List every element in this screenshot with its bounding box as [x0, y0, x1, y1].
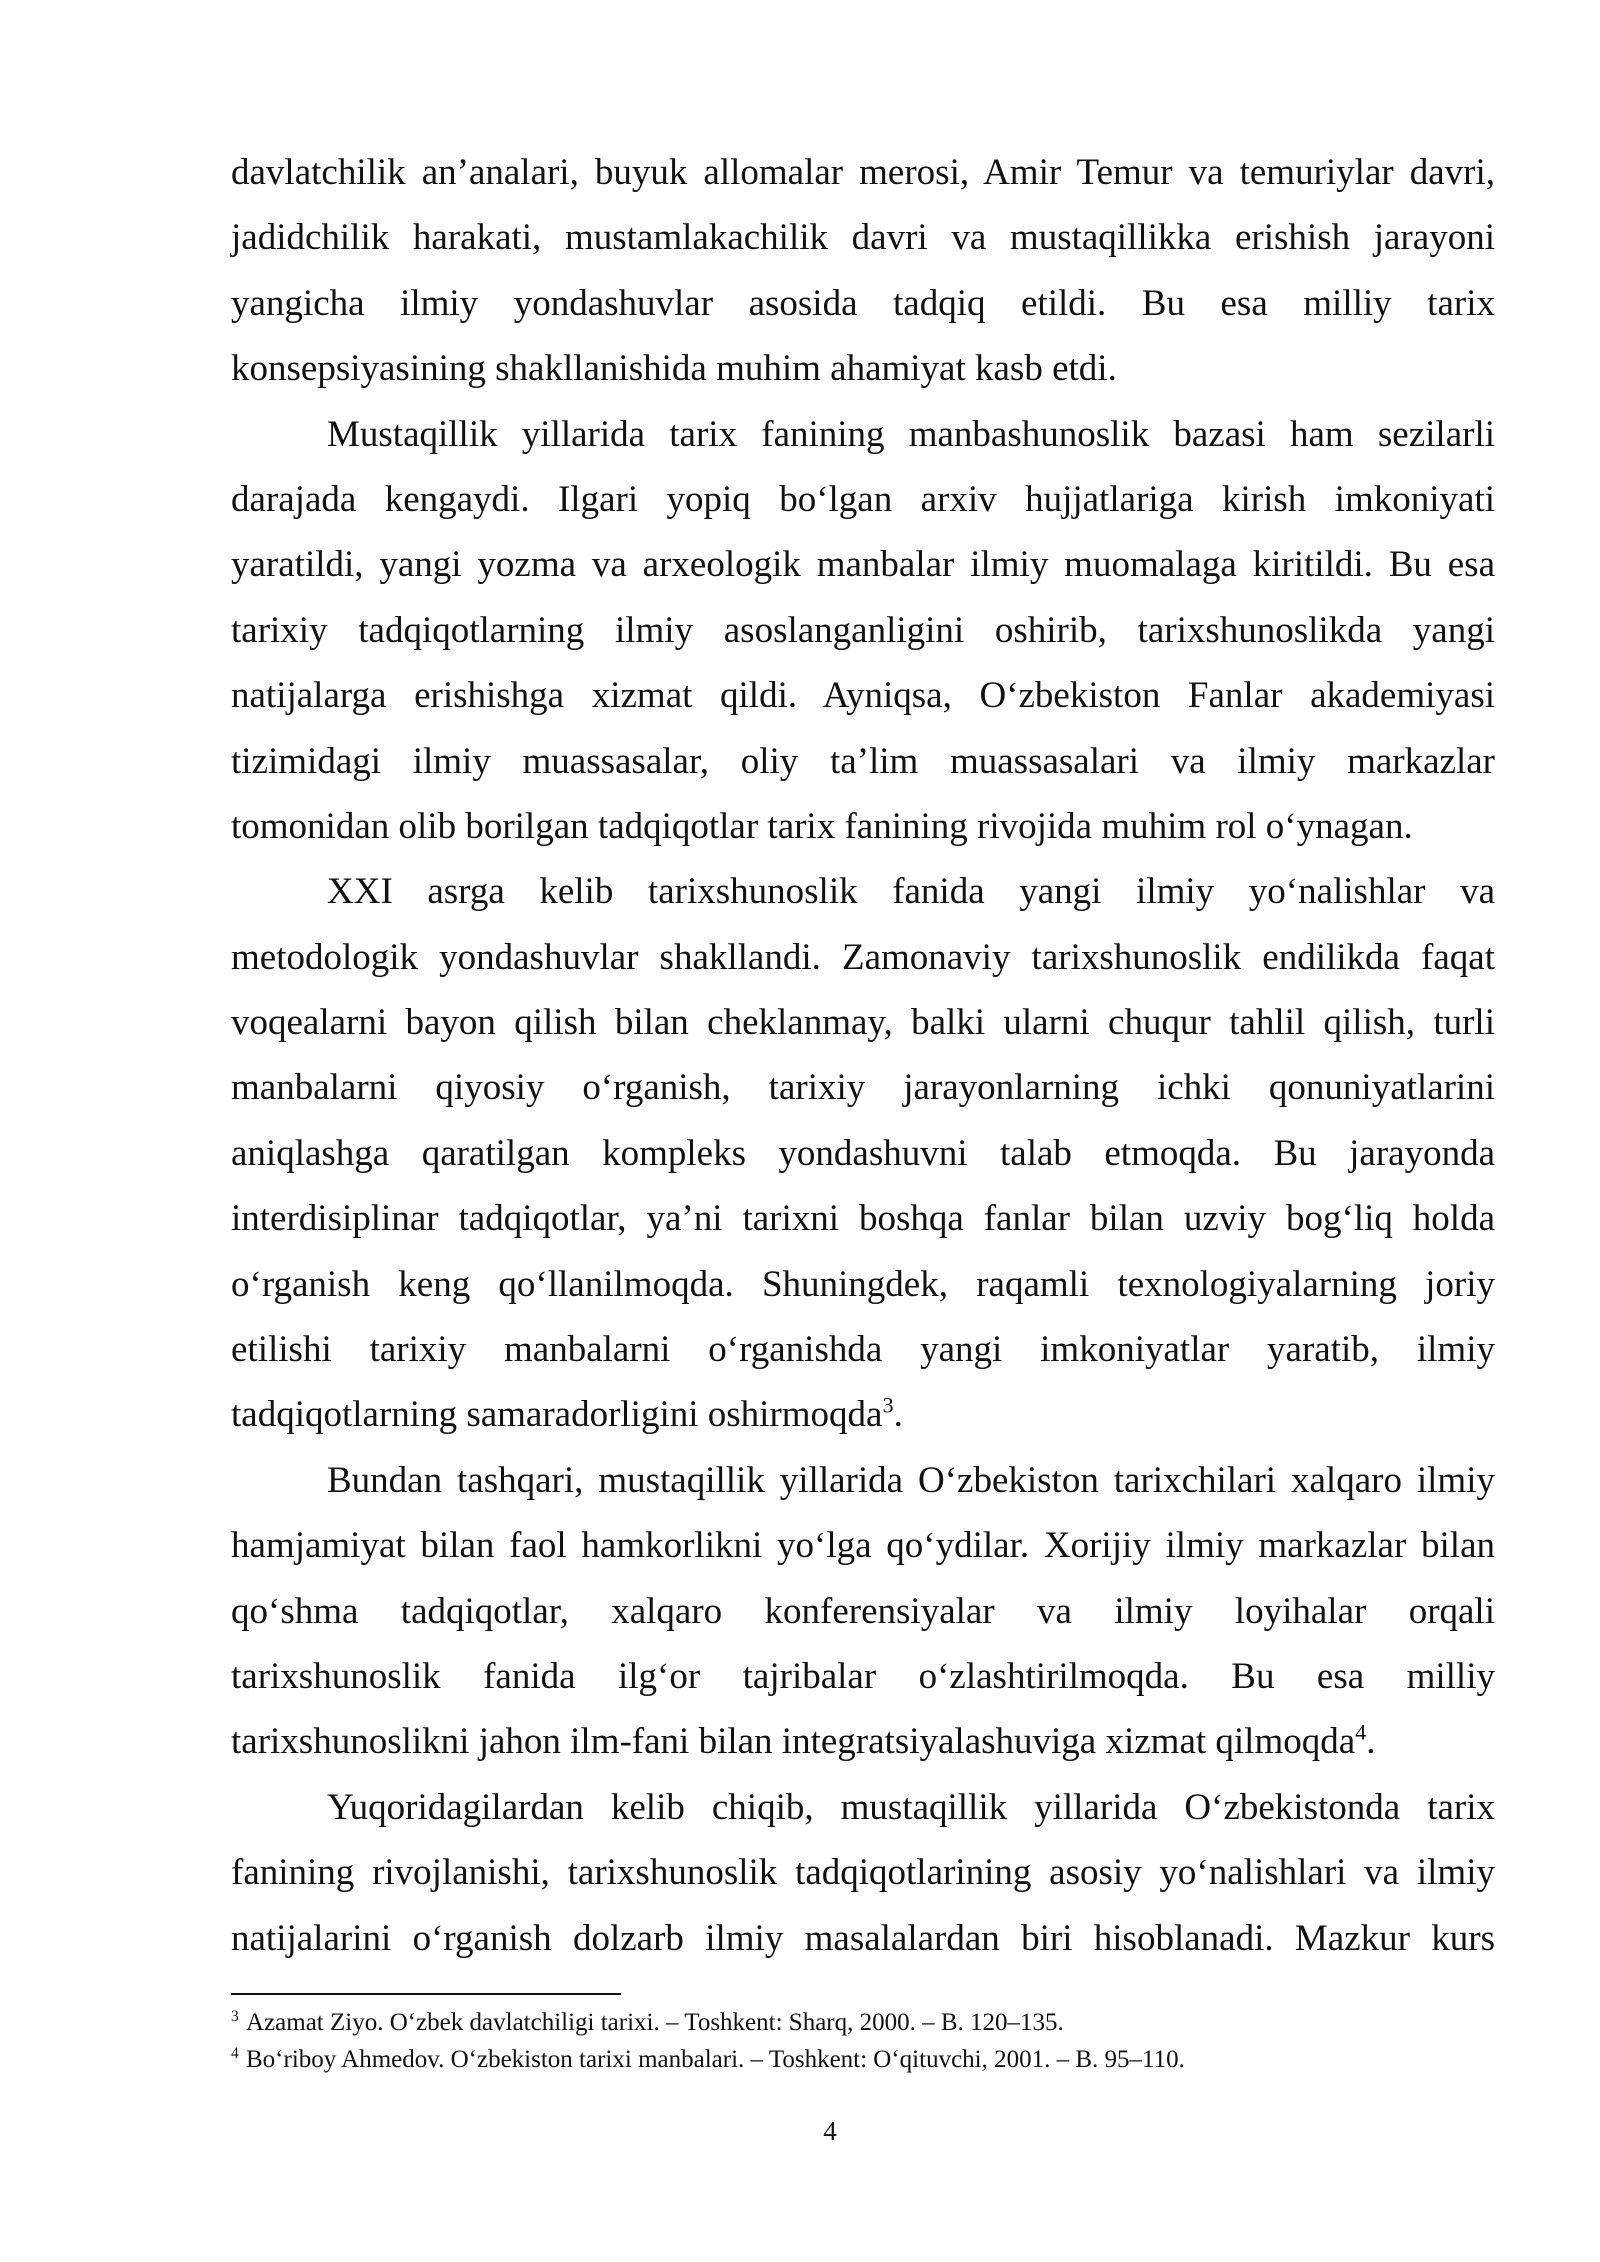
paragraph-line: tarixshunoslik fanida ilg‘or tajribalar o‘zlashtirilmoqda. Bu esa milliy	[231, 1655, 1495, 1697]
footnote: 3 Azamat Ziyo. O‘zbek davlatchiligi tarixi. – Toshkent: Sharq, 2000. – B. 120–135.	[231, 2008, 1064, 2036]
paragraph-line: natijalarga erishishga xizmat qildi. Ayniqsa, O‘zbekiston Fanlar akademiyasi	[231, 675, 1495, 717]
paragraph-line	[231, 1382, 1495, 1447]
paragraph-line: konsepsiyasining shakllanishida muhim ahamiyat kasb etdi.	[231, 348, 1117, 390]
paragraph-line: fanining rivojlanishi, tarixshunoslik tadqiqotlarining asosiy yo‘nalishlari va ilmiy	[231, 1852, 1495, 1894]
paragraph-line: Mustaqillik yillarida tarix fanining manbashunoslik bazasi ham sezilarli	[327, 413, 1495, 455]
footnotes	[231, 2004, 1495, 2078]
paragraph-line: tarixiy tadqiqotlarning ilmiy asoslanganligini oshirib, tarixshunoslikda yangi	[231, 609, 1495, 651]
paragraph	[231, 140, 1495, 402]
line-text: tadqiqotlarning samaradorligini oshirmoqda	[231, 1394, 883, 1436]
line-text: tarixshunoslikni jahon ilm-fani bilan integratsiyalashuviga xizmat qilmoqda	[231, 1721, 1356, 1763]
paragraph-line: yaratildi, yangi yozma va arxeologik manbalar ilmiy muomalaga kiritildi. Bu esa	[231, 544, 1495, 586]
paragraph-line: tizimidagi ilmiy muassasalar, oliy ta’lim muassasalari va ilmiy markazlar	[231, 740, 1495, 782]
paragraph-line: XXI asrga kelib tarixshunoslik fanida yangi ilmiy yo‘nalishlar va	[327, 871, 1495, 913]
paragraph-line: Bundan tashqari, mustaqillik yillarida O‘zbekiston tarixchilari xalqaro ilmiy	[327, 1459, 1495, 1501]
paragraph-line: aniqlashga qaratilgan kompleks yondashuvni talab etmoqda. Bu jarayonda	[231, 1132, 1495, 1174]
footnote-reference[interactable]: 3	[882, 1393, 894, 1419]
paragraph-line: voqealarni bayon qilish bilan cheklanmay, balki ularni chuqur tahlil qilish, turli	[231, 1002, 1495, 1044]
footnote-text: Bo‘riboy Ahmedov. O‘zbekiston tarixi manbalari. – Toshkent: O‘qituvchi, 2001. – B. 95–110.	[246, 2046, 1185, 2073]
body-text	[231, 140, 1495, 1971]
paragraph-line: yangicha ilmiy yondashuvlar asosida tadqiq etildi. Bu esa milliy tarix	[231, 282, 1495, 324]
footnote: 4 Bo‘riboy Ahmedov. O‘zbekiston tarixi manbalari. – Toshkent: O‘qituvchi, 2001. – B. 95–110.	[231, 2045, 1185, 2073]
paragraph-line: darajada kengaydi. Ilgari yopiq bo‘lgan arxiv hujjatlariga kirish imkoniyati	[231, 478, 1495, 520]
paragraph-line: metodologik yondashuvlar shakllandi. Zamonaviy tarixshunoslik endilikda faqat	[231, 936, 1495, 978]
paragraph-line: Yuqoridagilardan kelib chiqib, mustaqillik yillarida O‘zbekistonda tarix	[327, 1786, 1495, 1828]
line-text-tail: .	[1366, 1721, 1376, 1763]
paragraph-line: tomonidan olib borilgan tadqiqotlar tarix fanining rivojida muhim rol o‘ynagan.	[231, 805, 1413, 847]
paragraph	[231, 859, 1495, 1448]
paragraph-line: natijalarini o‘rganish dolzarb ilmiy masalalardan biri hisoblanadi. Mazkur kurs	[231, 1917, 1495, 1959]
line-text-tail: .	[893, 1394, 903, 1436]
page-number: 4	[823, 2116, 837, 2146]
footnote-separator	[231, 1993, 621, 1995]
footnote-reference[interactable]: 4	[1355, 1720, 1367, 1746]
paragraph	[231, 402, 1495, 860]
paragraph-line: interdisiplinar tadqiqotlar, ya’ni tarixni boshqa fanlar bilan uzviy bog‘liq holda	[231, 1198, 1495, 1240]
paragraph-line: davlatchilik an’analari, buyuk allomalar merosi, Amir Temur va temuriylar davri,	[231, 152, 1495, 193]
footnote-text: Azamat Ziyo. O‘zbek davlatchiligi tarixi. – Toshkent: Sharq, 2000. – B. 120–135.	[246, 2009, 1064, 2036]
paragraph-line	[231, 1709, 1495, 1774]
paragraph	[231, 1775, 1495, 1971]
paragraph-line: jadidchilik harakati, mustamlakachilik davri va mustaqillikka erishish jarayoni	[231, 217, 1495, 259]
paragraph-line: manbalarni qiyosiy o‘rganish, tarixiy jarayonlarning ichki qonuniyatlarini	[231, 1067, 1495, 1109]
paragraph	[231, 1448, 1495, 1775]
paragraph-line: qo‘shma tadqiqotlar, xalqaro konferensiyalar va ilmiy loyihalar orqali	[231, 1590, 1495, 1632]
paragraph-line: o‘rganish keng qo‘llanilmoqda. Shuningdek, raqamli texnologiyalarning joriy	[231, 1263, 1495, 1305]
paragraph-line: etilishi tarixiy manbalarni o‘rganishda yangi imkoniyatlar yaratib, ilmiy	[231, 1329, 1495, 1371]
paragraph-line: hamjamiyat bilan faol hamkorlikni yo‘lga qo‘ydilar. Xorijiy ilmiy markazlar bilan	[231, 1525, 1495, 1567]
